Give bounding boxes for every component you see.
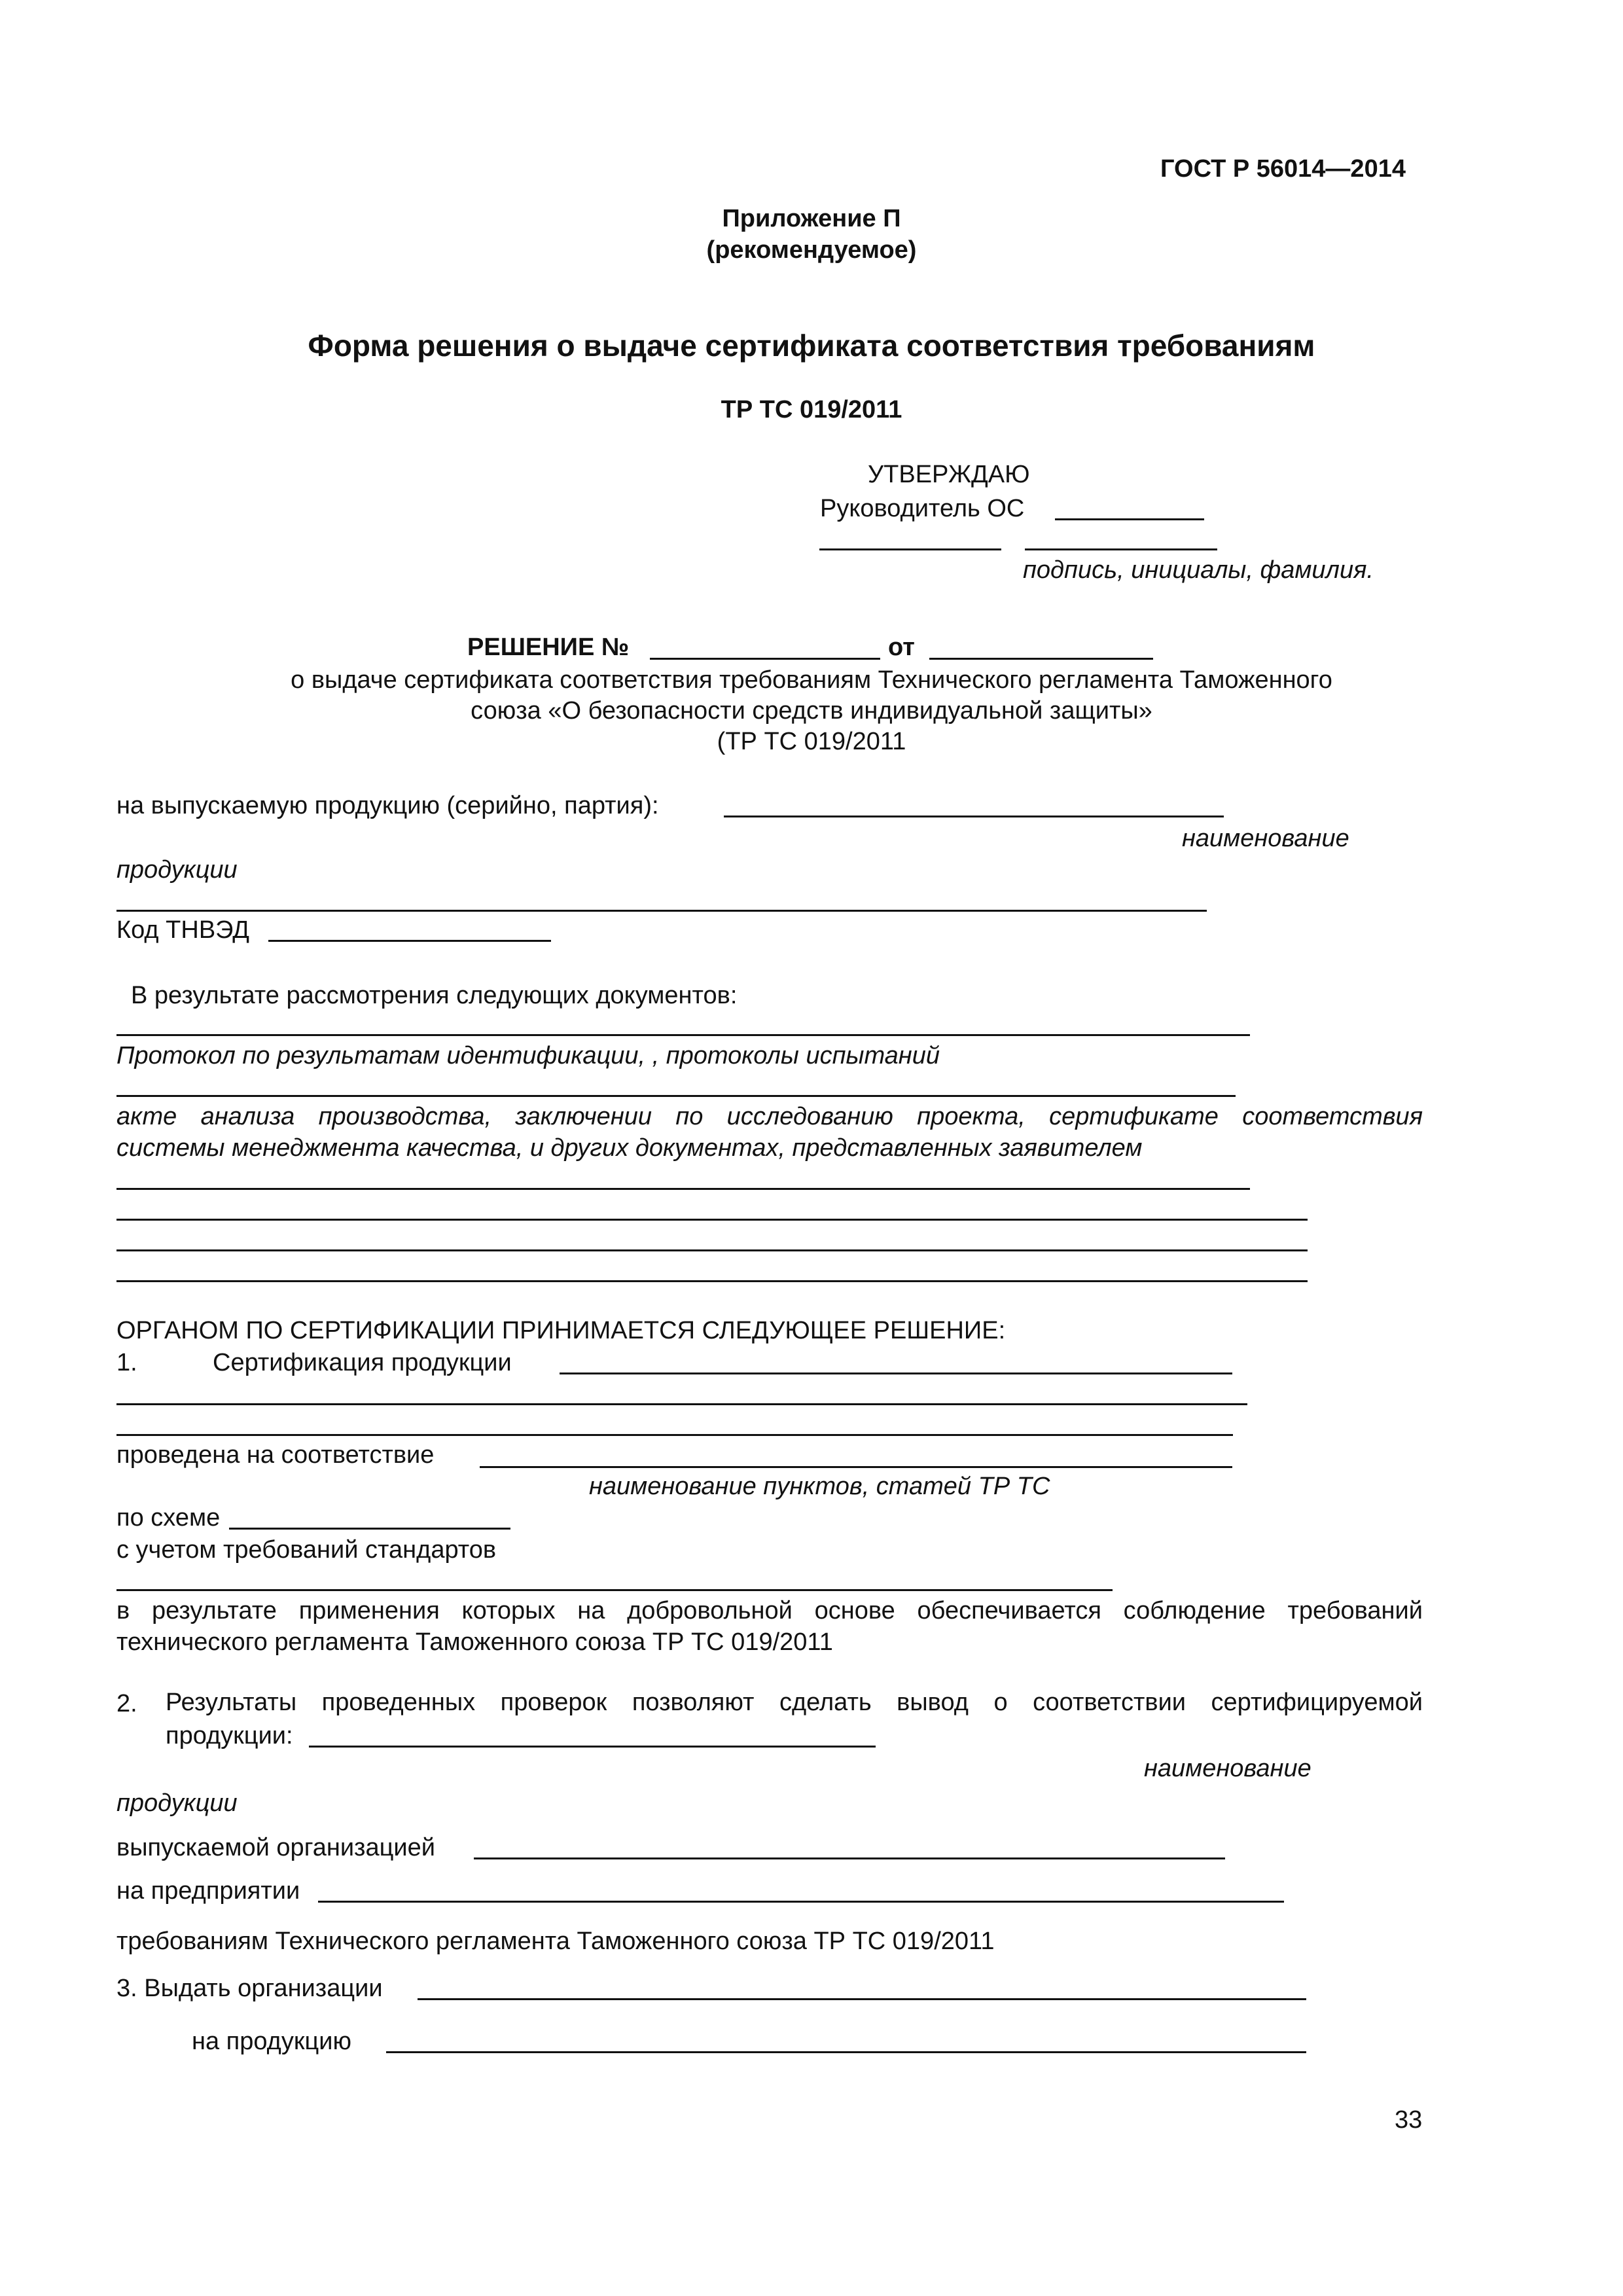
product-field[interactable]	[724, 816, 1224, 817]
name-field[interactable]	[1025, 548, 1217, 550]
decision-desc-1: о выдаче сертификата соответствия требованиям Технического регламента Таможенного	[291, 666, 1332, 694]
certification-product-field-2[interactable]	[116, 1403, 1247, 1405]
head-of-body-field[interactable]	[1055, 518, 1204, 520]
documents-field-6[interactable]	[116, 1280, 1308, 1282]
item-1-label: Сертификация продукции	[213, 1349, 512, 1376]
documents-intro: В результате рассмотрения следующих документов:	[131, 982, 738, 1009]
appendix-subtitle: (рекомендуемое)	[706, 236, 917, 264]
organization-field[interactable]	[474, 1857, 1225, 1859]
item-2-text-line1: Результаты проведенных проверок позволяют сделать вывод о соответствии сертифицируемой	[166, 1689, 1423, 1716]
signature-hint: подпись, инициалы, фамилия.	[1023, 556, 1374, 584]
enterprise-label: на предприятии	[116, 1877, 300, 1905]
page-number: 33	[1395, 2106, 1423, 2134]
issue-product-field[interactable]	[386, 2051, 1306, 2053]
scheme-label: по схеме	[116, 1504, 221, 1532]
item-2-name-hint: наименование	[1144, 1755, 1311, 1782]
form-title-regulation: ТР ТС 019/2011	[721, 396, 902, 423]
product-label: на выпускаемую продукцию (серийно, партия):	[116, 792, 659, 819]
signature-field[interactable]	[819, 548, 1001, 550]
item-3-label: 3. Выдать организации	[116, 1975, 383, 2002]
decision-date-label: от	[888, 634, 915, 661]
tnved-label: Код ТНВЭД	[116, 916, 249, 944]
tnved-field[interactable]	[268, 940, 551, 942]
standards-field[interactable]	[116, 1589, 1113, 1591]
documents-field-1[interactable]	[116, 1034, 1250, 1036]
voluntary-text-line2: технического регламента Таможенного союза ТР ТС 019/2011	[116, 1628, 833, 1656]
conformity-hint: наименование пунктов, статей ТР ТС	[589, 1473, 1050, 1500]
conformity-field[interactable]	[480, 1466, 1232, 1468]
documents-field-2[interactable]	[116, 1095, 1236, 1097]
item-2-text-line2: продукции:	[166, 1722, 293, 1749]
voluntary-text-line1: в результате применения которых на добровольной основе обеспечивается соблюдение требований	[116, 1597, 1423, 1624]
decision-date-field[interactable]	[929, 658, 1153, 660]
documents-hint-2-line1: акте анализа производства, заключении по исследованию проекта, сертификате соответствия	[116, 1103, 1423, 1130]
form-title: Форма решения о выдаче сертификата соответствия требованиям	[308, 329, 1315, 363]
certification-product-field[interactable]	[560, 1372, 1232, 1374]
documents-hint-2-line2: системы менеджмента качества, и других документах, представленных заявителем	[116, 1134, 1143, 1162]
organization-label: выпускаемой организацией	[116, 1834, 435, 1861]
resolution-header: ОРГАНОМ ПО СЕРТИФИКАЦИИ ПРИНИМАЕТСЯ СЛЕДУЮЩЕЕ РЕШЕНИЕ:	[116, 1317, 1006, 1344]
decision-desc-2: союза «О безопасности средств индивидуальной защиты»	[471, 697, 1152, 725]
certification-product-field-3[interactable]	[116, 1434, 1233, 1436]
item-2-number: 2.	[116, 1690, 137, 1717]
documents-field-5[interactable]	[116, 1249, 1308, 1251]
enterprise-field[interactable]	[318, 1901, 1284, 1903]
documents-hint-1: Протокол по результатам идентификации, , протоколы испытаний	[116, 1042, 940, 1069]
item-3-product-label: на продукцию	[192, 2028, 351, 2055]
scheme-field[interactable]	[229, 1528, 510, 1530]
issue-organization-field[interactable]	[418, 1998, 1306, 2000]
item-2-product-field[interactable]	[309, 1746, 876, 1748]
documents-field-4[interactable]	[116, 1219, 1308, 1221]
product-name-hint: наименование	[1182, 825, 1349, 852]
documents-field-3[interactable]	[116, 1188, 1250, 1190]
item-2-name-hint-2: продукции	[116, 1789, 238, 1817]
head-of-body-label: Руководитель ОС	[820, 495, 1025, 522]
decision-desc-3: (ТР ТС 019/2011	[717, 728, 906, 755]
conformity-label: проведена на соответствие	[116, 1441, 435, 1469]
decision-number-label: РЕШЕНИЕ №	[467, 634, 630, 661]
item-1-number: 1.	[116, 1349, 137, 1376]
product-name-hint-2: продукции	[116, 856, 238, 884]
standards-label: с учетом требований стандартов	[116, 1536, 497, 1564]
appendix-title: Приложение П	[722, 205, 901, 232]
decision-number-field[interactable]	[650, 658, 880, 660]
standard-code: ГОСТ Р 56014—2014	[1160, 155, 1406, 183]
product-name-field[interactable]	[116, 910, 1207, 912]
requirements-text: требованиям Технического регламента Таможенного союза ТР ТС 019/2011	[116, 1928, 995, 1955]
approve-label: УТВЕРЖДАЮ	[868, 461, 1030, 488]
